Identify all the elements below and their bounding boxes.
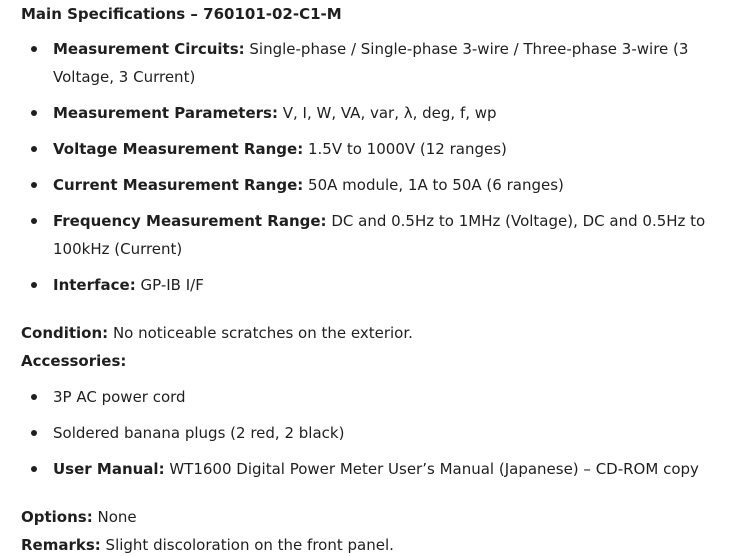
bullet-icon [31,394,37,400]
bullet-icon [31,110,37,116]
spec-label: Interface: [53,276,136,294]
condition-label: Condition: [21,324,109,342]
spec-item-voltage [53,135,715,163]
spec-label: Measurement Parameters: [53,104,278,122]
bullet-icon [31,466,37,472]
bullet-icon [31,46,37,52]
accessory-item-banana-plugs [53,419,715,447]
accessory-value: WT1600 Digital Power Meter User’s Manual (Japanese) – CD-ROM copy [164,460,699,478]
spec-label: Frequency Measurement Range: [53,212,327,230]
options-value: None [92,508,137,526]
bullet-icon [31,146,37,152]
accessory-value: 3P AC power cord [53,388,186,406]
spec-value: Single-phase / Single-phase 3-wire / Three-phase 3-wire (3 Voltage, 3 Current) [53,40,689,86]
bullet-icon [31,182,37,188]
accessory-item-power-cord [53,383,715,411]
spec-item-current [53,171,715,199]
spec-label: Voltage Measurement Range: [53,140,304,158]
bullet-icon [31,430,37,436]
remarks-label: Remarks: [21,536,101,554]
bullet-icon [31,218,37,224]
spec-value: V, I, W, VA, var, λ, deg, f, wp [277,104,497,122]
condition-line [21,322,413,344]
spec-value: GP-IB I/F [135,276,204,294]
accessory-value: Soldered banana plugs (2 red, 2 black) [53,424,345,442]
spec-label: Measurement Circuits: [53,40,245,58]
spec-item-interface [53,271,715,299]
options-line [21,506,137,528]
spec-value: 50A module, 1A to 50A (6 ranges) [303,176,564,194]
accessory-label: User Manual: [53,460,165,478]
accessories-heading: Accessories: [21,352,127,370]
spec-label: Current Measurement Range: [53,176,304,194]
remarks-value: Slight discoloration on the front panel. [100,536,394,554]
remarks-line [21,534,394,556]
spec-value: DC and 0.5Hz to 1MHz (Voltage), DC and 0.5Hz to 100kHz (Current) [53,212,706,258]
spec-value: 1.5V to 1000V (12 ranges) [303,140,507,158]
spec-item-parameters [53,99,715,127]
bullet-icon [31,282,37,288]
spec-item-frequency [53,207,715,263]
accessory-item-user-manual [53,455,715,483]
condition-value: No noticeable scratches on the exterior. [108,324,413,342]
spec-item-circuits [53,35,715,91]
options-label: Options: [21,508,93,526]
specs-heading: Main Specifications – 760101-02-C1-M [21,5,342,23]
